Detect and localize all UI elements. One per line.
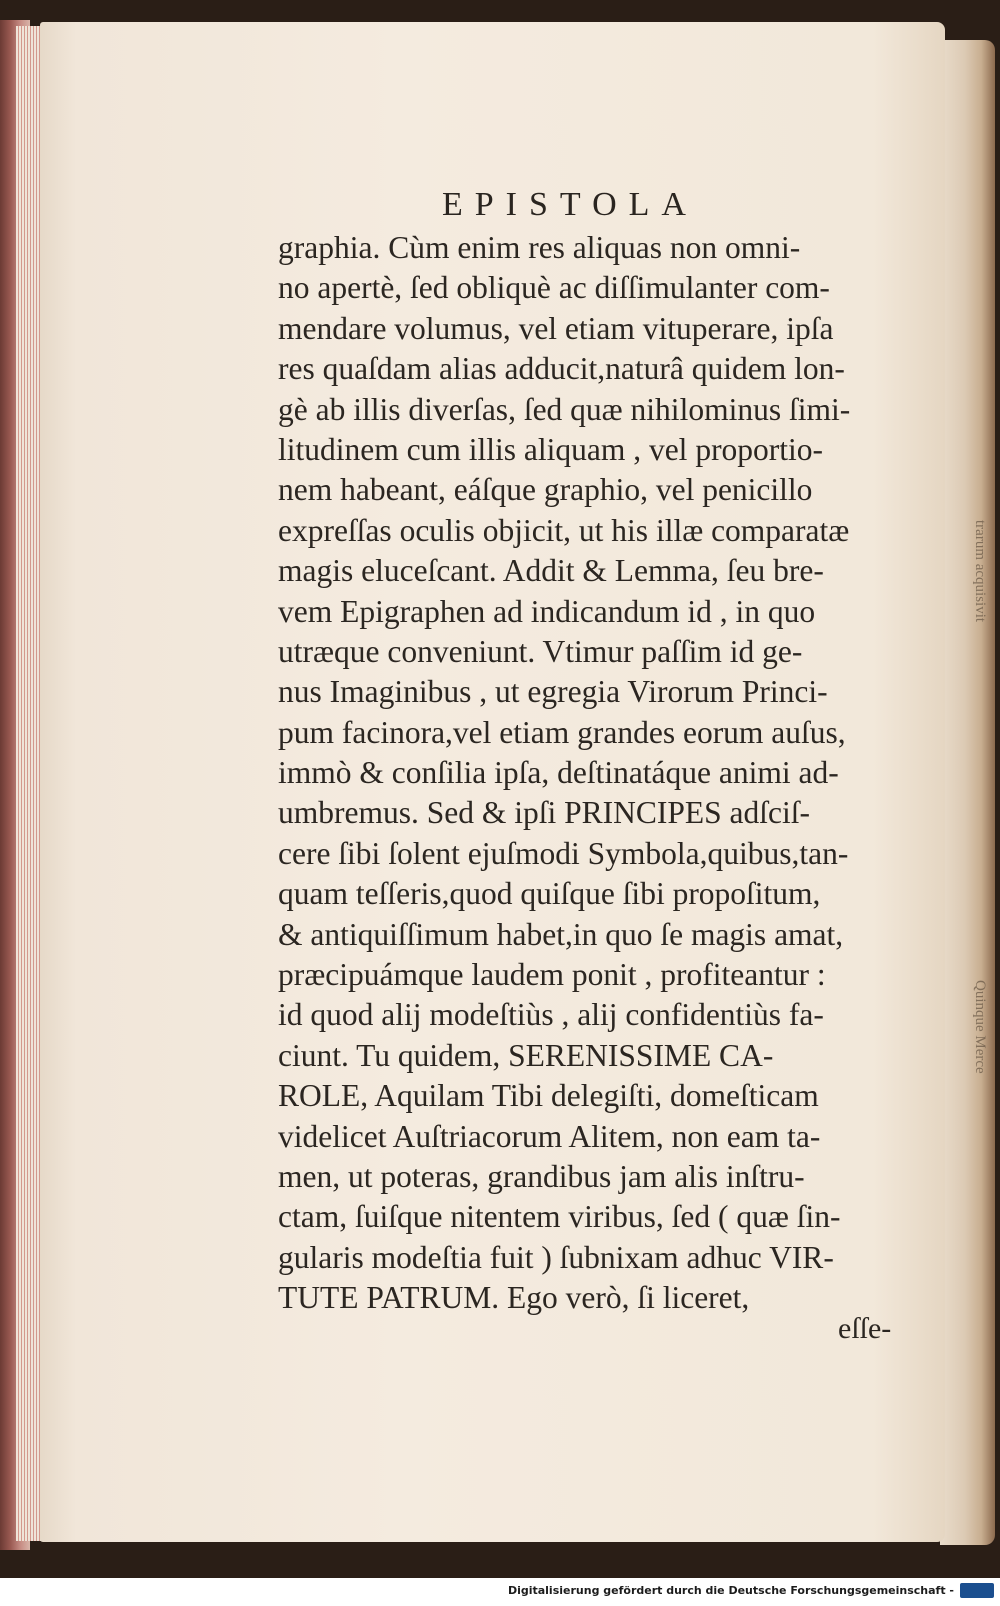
running-head: EPISTOLA [442,186,698,223]
body-text [278,228,918,1319]
text-line: videlicet Auſtriacorum Alitem, non eam ta- [278,1118,821,1154]
text-line: graphia. Cùm enim res aliquas non omni- [278,230,801,265]
text-line: pum facinora,vel etiam grandes eorum auſus, [278,714,846,750]
dfg-logo [960,1583,994,1598]
text-line: magis eluceſcant. Addit & Lemma, ſeu bre- [278,553,824,589]
text-line: nem habeant, eáſque graphio, vel penicillo [278,472,813,508]
text-line: gularis modeſtia fuit ) ſubnixam adhuc VIR- [278,1239,834,1275]
text-line: præcipuámque laudem ponit , profiteantur : [278,957,826,993]
facing-page-bleed: Quinque Merce [972,980,988,1074]
text-line: immò & conſilia ipſa, deſtinatáque animi ad- [278,755,839,791]
funding-credit: Digitalisierung gefördert durch die Deutsche Forschungsgemeinschaft - [507,1584,954,1597]
text-line: id quod alij modeſtiùs , alij confidentiùs fa- [278,997,824,1033]
text-line: mendare volumus, vel etiam vituperare, ipſa [278,310,834,346]
text-line: cere ſibi ſolent ejuſmodi Symbola,quibus,tan- [278,835,849,871]
facing-page-bleed: trarum acquisivit [972,520,988,623]
text-line: men, ut poteras, grandibus jam alis inſtru- [278,1158,805,1194]
text-line: ctam, ſuiſque nitentem viribus, ſed ( quæ ſin- [278,1199,841,1235]
text-line: gè ab illis diverſas, ſed quæ nihilominus ſimi- [278,391,851,427]
text-line: ciunt. Tu quidem, SERENISSIME CA- [278,1037,774,1073]
text-line: nus Imaginibus , ut egregia Virorum Princi- [278,674,828,710]
text-line: ROLE, Aquilam Tibi delegiſti, domeſticam [278,1078,819,1114]
text-line: litudinem cum illis aliquam , vel proportio- [278,431,824,467]
text-line: res quaſdam alias adducit,naturâ quidem lon- [278,351,845,387]
text-line: TUTE PATRUM. Ego verò, ſi liceret, [278,1280,750,1316]
text-line: expreſſas oculis objicit, ut his illæ comparatæ [278,512,850,548]
text-line: no apertè, ſed obliquè ac diſſimulanter com- [278,270,830,306]
text-line: utræque conveniunt. Vtimur paſſim id ge- [278,633,803,669]
text-line: umbremus. Sed & ipſi PRINCIPES adſciſ- [278,795,810,831]
text-line: vem Epigraphen ad indicandum id , in quo [278,593,816,629]
catchword: eſſe- [838,1312,892,1345]
text-line: quam teſſeris,quod quiſque ſibi propoſitum, [278,876,821,912]
page-stack-right [940,40,995,1545]
text-line: & antiquiſſimum habet,in quo ſe magis amat, [278,916,844,952]
